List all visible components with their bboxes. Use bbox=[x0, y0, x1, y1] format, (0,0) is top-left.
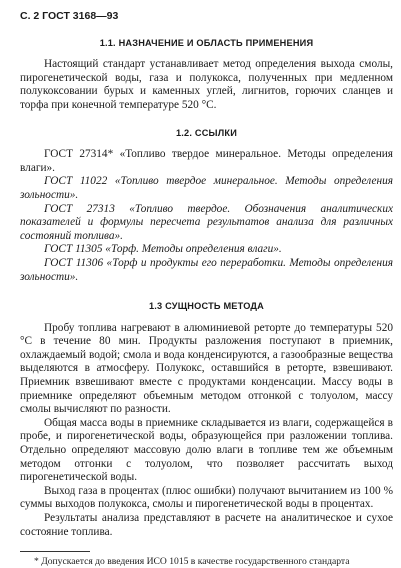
method-paragraph: Пробу топлива нагревают в алюминиевой реторте до температуры 520 °C в течение 80 мин. Продукты разложения поступают в приемник, охлаждаемый водой; смола и вода конденсируются, а газообразные вещества выделяются в атмосферу. Полукокс, оставшийся в реторте, взвешивают. Приемник взвешивают вместе с продуктами конденсации. Массу воды в приемнике определяют объемным методом отгонкой с толуолом, массу смолы вычисляют по разности. bbox=[20, 321, 393, 416]
section-heading-method: 1.3 СУЩНОСТЬ МЕТОДА bbox=[148, 301, 265, 312]
reference-item: ГОСТ 11306 «Торф и продукты его переработки. Методы определения зольности». bbox=[20, 256, 393, 283]
purpose-paragraph: Настоящий стандарт устанавливает метод определения выхода смолы, пирогенетической воды, газа и полукокса, полученных при медленном полукоксовании бурых и каменных углей, лигнитов, горючих сланцев и торфа при конечной температуре 520 °C. bbox=[20, 58, 393, 111]
method-paragraph: Результаты анализа представляют в расчете на аналитическое и сухое состояние топлива. bbox=[20, 512, 393, 538]
reference-item: ГОСТ 11305 «Торф. Методы определения влаги». bbox=[44, 243, 282, 256]
reference-item: ГОСТ 11022 «Топливо твердое минеральное. Методы определения зольности». bbox=[20, 175, 393, 201]
reference-item: ГОСТ 27313 «Топливо твердое. Обозначения аналитических показателей и формулы пересчета результатов анализа для различных состояний топлива». bbox=[20, 202, 393, 242]
footnote-divider bbox=[20, 551, 90, 552]
section-heading-purpose: 1.1. НАЗНАЧЕНИЕ И ОБЛАСТЬ ПРИМЕНЕНИЯ bbox=[99, 37, 314, 48]
section-heading-references: 1.2. ССЫЛКИ bbox=[176, 127, 237, 138]
running-head: С. 2 ГОСТ 3168—93 bbox=[20, 10, 119, 22]
method-paragraph: Выход газа в процентах (плюс ошибки) получают вычитанием из 100 % суммы выходов полукокса, смолы и пирогенетической воды в процентах. bbox=[20, 484, 393, 511]
reference-item: ГОСТ 27314* «Топливо твердое минеральное. Методы определения влаги». bbox=[20, 148, 393, 174]
footnote: * Допускается до введения ИСО 1015 в качестве государственного стандарта bbox=[34, 556, 350, 568]
method-paragraph: Общая масса воды в приемнике складывается из влаги, содержащейся в пробе, и пирогенетической воды, образующейся при разложении топлива. Отдельно определяют массовую долю влаги в топливе тем же объемным методом отгонки с толуолом, что позволяет рассчитать выход пирогенетической воды. bbox=[20, 416, 393, 484]
